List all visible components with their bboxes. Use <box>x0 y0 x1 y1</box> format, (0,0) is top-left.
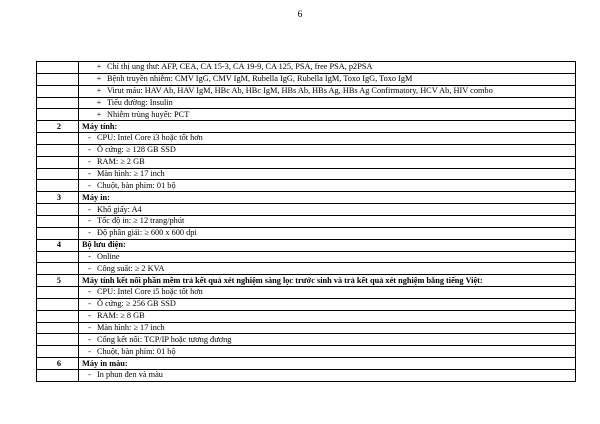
spec-item-text: Công suất: ≥ 2 KVA <box>97 263 165 273</box>
row-number-cell <box>37 322 79 334</box>
row-number-cell: 2 <box>37 121 79 133</box>
spec-item-row <box>37 156 576 168</box>
spec-item-text: Tiểu đường: Insulin <box>107 97 173 107</box>
spec-item-row <box>37 298 576 310</box>
dash-bullet: - <box>88 322 91 332</box>
dash-bullet: - <box>88 180 91 190</box>
row-number-cell <box>37 85 79 97</box>
spec-item-cell <box>79 322 576 334</box>
section-heading-text: Máy tính: <box>82 121 118 131</box>
spec-item-cell <box>79 156 576 168</box>
spec-item-row <box>37 263 576 275</box>
spec-item-text: Độ phân giải: ≥ 600 x 600 dpi <box>97 228 197 238</box>
row-number-cell <box>37 298 79 310</box>
row-number-cell <box>37 310 79 322</box>
spec-item-text: Chuột, bàn phím: 01 bộ <box>97 346 176 356</box>
row-number-cell <box>37 180 79 192</box>
spec-item-text: Virut máu: HAV Ab, HAV IgM, HBc Ab, HBc IgM, HBs Ab, HBs Ag, HBs Ag Confirmatory, HCV Ab, HIV combo <box>107 86 493 96</box>
plus-bullet: + <box>96 97 102 107</box>
spec-item-cell <box>79 215 576 227</box>
plus-bullet: + <box>96 86 102 96</box>
dash-bullet: - <box>88 216 91 226</box>
row-number-cell <box>37 287 79 299</box>
spec-item-row <box>37 109 576 121</box>
spec-item-cell <box>79 180 576 192</box>
spec-item-cell <box>79 334 576 346</box>
spec-item-cell <box>79 62 576 74</box>
spec-item-cell <box>79 369 576 381</box>
section-heading-text: Máy tính kết nối phần mềm trả kết quả xét nghiệm sàng lọc trước sinh và trả kết quả xét nghiệm bằng tiếng Việt: <box>82 275 483 285</box>
spec-item-row <box>37 227 576 239</box>
row-number-cell <box>37 97 79 109</box>
spec-item-row <box>37 310 576 322</box>
row-number-cell <box>37 109 79 121</box>
spec-item-row <box>37 62 576 74</box>
section-heading-row <box>37 358 576 370</box>
row-number-cell <box>37 204 79 216</box>
spec-item-text: In phun đen và màu <box>97 370 163 380</box>
spec-item-text: Chỉ thị ung thư: AFP, CEA, CA 15-3, CA 19-9, CA 125, PSA, free PSA, p2PSA <box>107 62 373 72</box>
spec-item-cell <box>79 109 576 121</box>
spec-item-row <box>37 287 576 299</box>
spec-item-text: Cổng kết nối: TCP/IP hoặc tương đương <box>97 334 232 344</box>
spec-item-text: Khổ giấy: A4 <box>97 204 142 214</box>
dash-bullet: - <box>88 204 91 214</box>
spec-item-text: RAM: ≥ 8 GB <box>97 311 145 321</box>
row-number-cell <box>37 215 79 227</box>
section-heading-cell <box>79 358 576 370</box>
spec-item-text: Màn hình: ≥ 17 inch <box>97 322 165 332</box>
section-heading-cell <box>79 192 576 204</box>
spec-item-text: Ổ cứng: ≥ 128 GB SSD <box>97 145 176 155</box>
spec-item-cell <box>79 251 576 263</box>
spec-item-text: RAM: ≥ 2 GB <box>97 157 145 167</box>
dash-bullet: - <box>88 157 91 167</box>
spec-item-text: CPU: Intel Core i3 hoặc tốt hơn <box>97 133 203 143</box>
spec-item-cell <box>79 85 576 97</box>
spec-item-text: CPU: Intel Core i5 hoặc tốt hơn <box>97 287 203 297</box>
row-number-cell: 4 <box>37 239 79 251</box>
row-number-cell <box>37 369 79 381</box>
spec-item-text: Nhiễm trùng huyết: PCT <box>107 109 190 119</box>
spec-item-text: Online <box>97 251 120 261</box>
dash-bullet: - <box>88 334 91 344</box>
spec-item-row <box>37 85 576 97</box>
plus-bullet: + <box>96 74 102 84</box>
dash-bullet: - <box>88 346 91 356</box>
section-heading-row <box>37 121 576 133</box>
spec-item-row <box>37 346 576 358</box>
spec-item-row <box>37 73 576 85</box>
spec-item-row <box>37 144 576 156</box>
row-number-cell: 6 <box>37 358 79 370</box>
row-number-cell <box>37 62 79 74</box>
page-number: 6 <box>297 10 303 20</box>
spec-item-cell <box>79 346 576 358</box>
row-number-cell <box>37 251 79 263</box>
plus-bullet: + <box>96 62 102 72</box>
dash-bullet: - <box>88 370 91 380</box>
row-number-cell <box>37 168 79 180</box>
row-number-cell <box>37 156 79 168</box>
spec-item-cell <box>79 263 576 275</box>
row-number-cell <box>37 227 79 239</box>
section-heading-text: Máy in màu: <box>82 358 128 368</box>
spec-item-cell <box>79 97 576 109</box>
dash-bullet: - <box>88 251 91 261</box>
row-number-cell <box>37 346 79 358</box>
row-number-cell <box>37 263 79 275</box>
spec-item-cell <box>79 204 576 216</box>
spec-item-text: Màn hình: ≥ 17 inch <box>97 169 165 179</box>
section-heading-row <box>37 192 576 204</box>
spec-item-row <box>37 204 576 216</box>
plus-bullet: + <box>96 109 102 119</box>
spec-item-cell <box>79 168 576 180</box>
section-heading-row <box>37 239 576 251</box>
spec-item-row <box>37 133 576 145</box>
dash-bullet: - <box>88 169 91 179</box>
spec-item-row <box>37 97 576 109</box>
section-heading-cell <box>79 275 576 287</box>
spec-item-text: Tốc độ in: ≥ 12 trang/phút <box>97 216 185 226</box>
spec-item-text: Ổ cứng: ≥ 256 GB SSD <box>97 299 176 309</box>
section-heading-row <box>37 275 576 287</box>
row-number-cell: 5 <box>37 275 79 287</box>
spec-item-cell <box>79 298 576 310</box>
section-heading-cell <box>79 239 576 251</box>
spec-item-row <box>37 180 576 192</box>
spec-item-cell <box>79 144 576 156</box>
section-heading-text: Máy in: <box>82 192 110 202</box>
row-number-cell <box>37 144 79 156</box>
spec-item-text: Bệnh truyền nhiễm: CMV IgG, CMV IgM, Rubella IgG, Rubella IgM, Toxo IgG, Toxo IgM <box>107 74 413 84</box>
dash-bullet: - <box>88 145 91 155</box>
spec-item-cell <box>79 73 576 85</box>
spec-item-cell <box>79 227 576 239</box>
dash-bullet: - <box>88 263 91 273</box>
row-number-cell <box>37 73 79 85</box>
section-heading-text: Bộ lưu điện: <box>82 240 126 250</box>
spec-item-row <box>37 168 576 180</box>
spec-item-row <box>37 369 576 381</box>
dash-bullet: - <box>88 299 91 309</box>
spec-item-cell <box>79 133 576 145</box>
spec-item-text: Chuột, bàn phím: 01 bộ <box>97 180 176 190</box>
row-number-cell <box>37 334 79 346</box>
section-heading-cell <box>79 121 576 133</box>
specification-table-body <box>37 62 576 382</box>
spec-item-row <box>37 322 576 334</box>
dash-bullet: - <box>88 133 91 143</box>
specification-table <box>36 61 576 382</box>
spec-item-row <box>37 215 576 227</box>
row-number-cell: 3 <box>37 192 79 204</box>
spec-item-cell <box>79 310 576 322</box>
dash-bullet: - <box>88 228 91 238</box>
dash-bullet: - <box>88 311 91 321</box>
spec-item-row <box>37 251 576 263</box>
spec-item-cell <box>79 287 576 299</box>
row-number-cell <box>37 133 79 145</box>
spec-item-row <box>37 334 576 346</box>
dash-bullet: - <box>88 287 91 297</box>
